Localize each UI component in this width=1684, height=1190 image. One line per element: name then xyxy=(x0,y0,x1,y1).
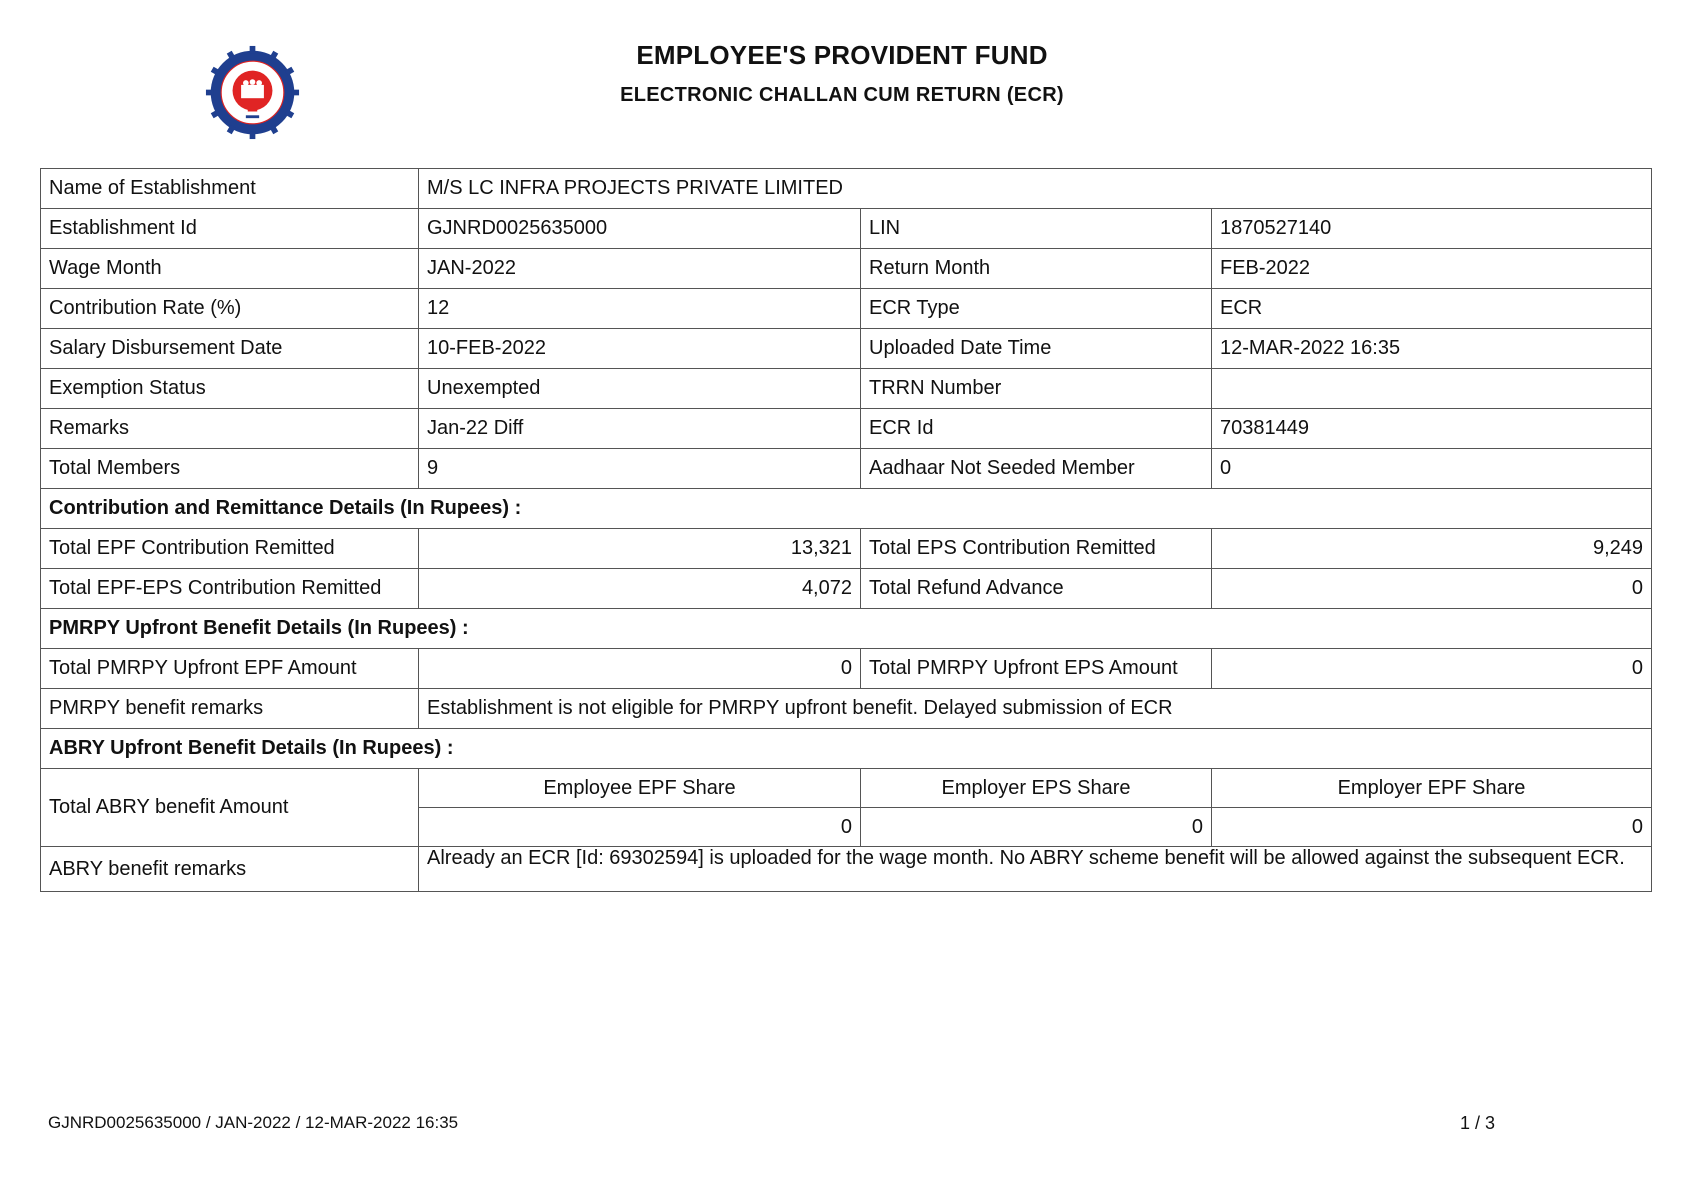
column-header: Employer EPF Share xyxy=(1212,769,1652,808)
table-row xyxy=(41,649,1652,689)
amount-value: 0 xyxy=(1212,649,1652,689)
table-row xyxy=(41,449,1652,489)
table-row xyxy=(41,847,1652,892)
field-label: Return Month xyxy=(861,249,1212,289)
amount-value: 4,072 xyxy=(419,569,861,609)
field-value: 70381449 xyxy=(1212,409,1652,449)
table-row xyxy=(41,529,1652,569)
ecr-table xyxy=(40,168,1652,892)
table-row xyxy=(41,409,1652,449)
amount-value: 9,249 xyxy=(1212,529,1652,569)
field-label: TRRN Number xyxy=(861,369,1212,409)
field-label: LIN xyxy=(861,209,1212,249)
table-row xyxy=(41,209,1652,249)
abry-section-heading: ABRY Upfront Benefit Details (In Rupees) : xyxy=(41,729,1652,769)
table-row xyxy=(41,169,1652,209)
field-label: Establishment Id xyxy=(41,209,419,249)
establishment-name-label: Name of Establishment xyxy=(41,169,419,209)
field-value: 12-MAR-2022 16:35 xyxy=(1212,329,1652,369)
field-value xyxy=(1212,369,1652,409)
field-value: 10-FEB-2022 xyxy=(419,329,861,369)
field-label: Salary Disbursement Date xyxy=(41,329,419,369)
field-value: 12 xyxy=(419,289,861,329)
amount-value: 0 xyxy=(1212,808,1652,847)
abry-remarks-value: Already an ECR [Id: 69302594] is uploaded for the wage month. No ABRY scheme benefit will be allowed against the subsequent ECR. xyxy=(419,847,1652,892)
field-label: Total PMRPY Upfront EPF Amount xyxy=(41,649,419,689)
field-value: 9 xyxy=(419,449,861,489)
table-row xyxy=(41,569,1652,609)
table-row xyxy=(41,329,1652,369)
field-value: Unexempted xyxy=(419,369,861,409)
field-label: Total EPS Contribution Remitted xyxy=(861,529,1212,569)
document-subtitle: ELECTRONIC CHALLAN CUM RETURN (ECR) xyxy=(620,84,1064,106)
field-label: ECR Type xyxy=(861,289,1212,329)
table-row xyxy=(41,769,1652,808)
field-value: JAN-2022 xyxy=(419,249,861,289)
amount-value: 0 xyxy=(419,649,861,689)
field-value: 1870527140 xyxy=(1212,209,1652,249)
amount-value: 0 xyxy=(1212,569,1652,609)
field-label: Total Refund Advance xyxy=(861,569,1212,609)
field-label: Wage Month xyxy=(41,249,419,289)
page-number: 1 / 3 xyxy=(1460,1113,1496,1133)
field-label: Exemption Status xyxy=(41,369,419,409)
field-label: Uploaded Date Time xyxy=(861,329,1212,369)
field-label: ECR Id xyxy=(861,409,1212,449)
document-title: EMPLOYEE'S PROVIDENT FUND xyxy=(636,40,1048,70)
table-row xyxy=(41,289,1652,329)
field-value: Jan-22 Diff xyxy=(419,409,861,449)
amount-value: 13,321 xyxy=(419,529,861,569)
column-header: Employer EPS Share xyxy=(861,769,1212,808)
amount-value: 0 xyxy=(419,808,861,847)
field-value: FEB-2022 xyxy=(1212,249,1652,289)
field-label: ABRY benefit remarks xyxy=(41,847,419,892)
table-row xyxy=(41,249,1652,289)
field-label: Contribution Rate (%) xyxy=(41,289,419,329)
field-label: Total EPF-EPS Contribution Remitted xyxy=(41,569,419,609)
table-row xyxy=(41,729,1652,769)
table-row xyxy=(41,609,1652,649)
field-label: Remarks xyxy=(41,409,419,449)
table-row xyxy=(41,489,1652,529)
pmrpy-remarks-value: Establishment is not eligible for PMRPY upfront benefit. Delayed submission of ECR xyxy=(419,689,1652,729)
field-value: GJNRD0025635000 xyxy=(419,209,861,249)
field-value: ECR xyxy=(1212,289,1652,329)
field-label: Total EPF Contribution Remitted xyxy=(41,529,419,569)
establishment-name-value: M/S LC INFRA PROJECTS PRIVATE LIMITED xyxy=(419,169,1652,209)
field-label: PMRPY benefit remarks xyxy=(41,689,419,729)
footer-reference: GJNRD0025635000 / JAN-2022 / 12-MAR-2022 16:35 xyxy=(48,1113,459,1132)
field-label: Aadhaar Not Seeded Member xyxy=(861,449,1212,489)
pmrpy-section-heading: PMRPY Upfront Benefit Details (In Rupees) : xyxy=(41,609,1652,649)
column-header: Employee EPF Share xyxy=(419,769,861,808)
contribution-section-heading: Contribution and Remittance Details (In Rupees) : xyxy=(41,489,1652,529)
field-label: Total PMRPY Upfront EPS Amount xyxy=(861,649,1212,689)
table-row xyxy=(41,369,1652,409)
table-row xyxy=(41,689,1652,729)
field-label: Total ABRY benefit Amount xyxy=(41,769,419,847)
field-value: 0 xyxy=(1212,449,1652,489)
amount-value: 0 xyxy=(861,808,1212,847)
field-label: Total Members xyxy=(41,449,419,489)
